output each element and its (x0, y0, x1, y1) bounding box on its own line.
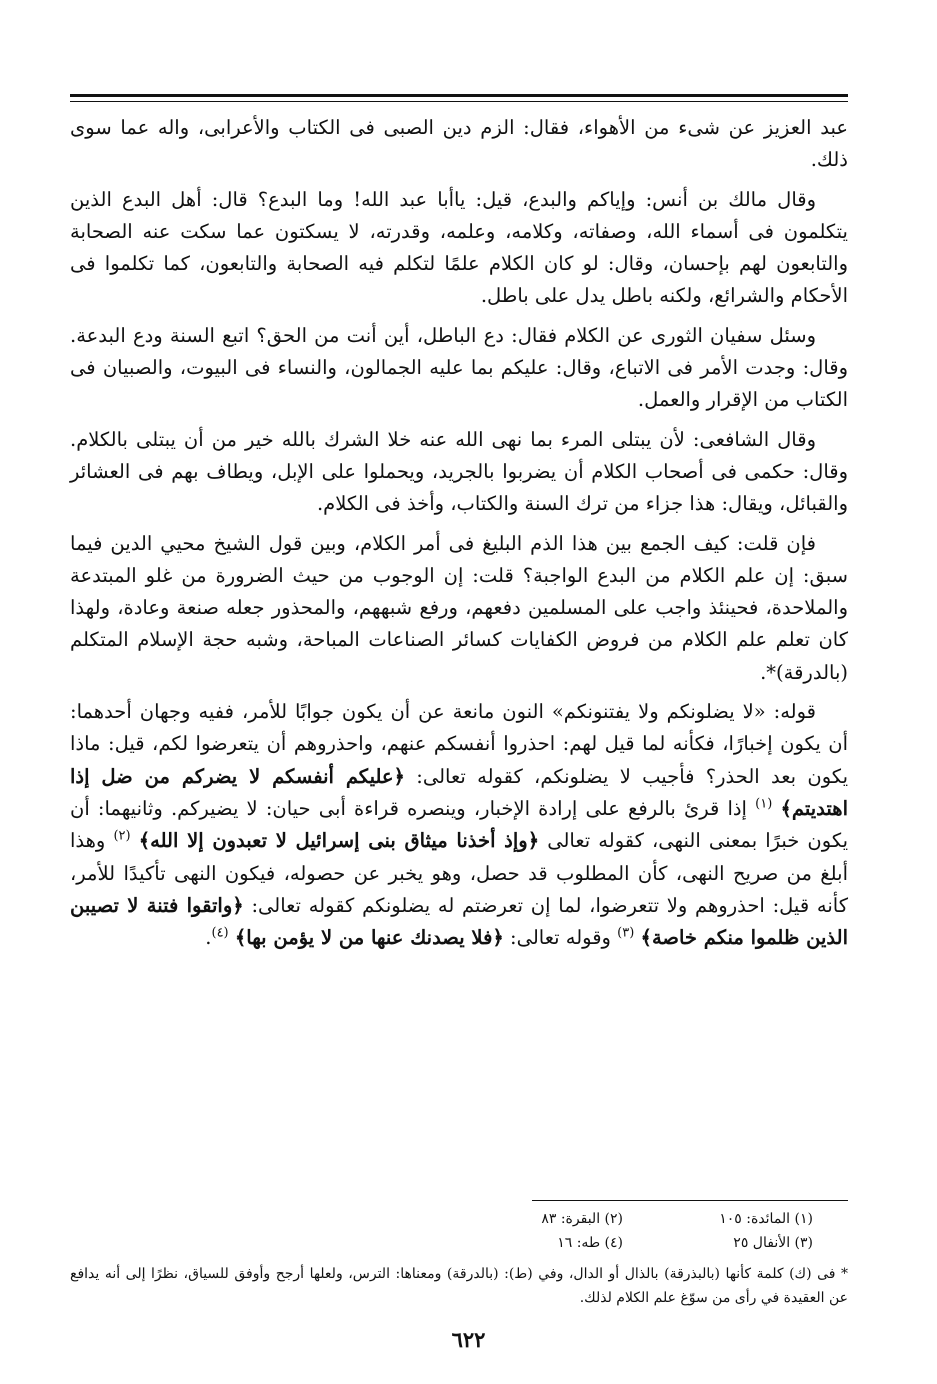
footnote-ref-2: (٢) البقرة: ٨٣ (541, 1211, 623, 1227)
footnote-rule (532, 1200, 848, 1201)
commentary-end: . (205, 926, 212, 950)
footnote-references (433, 1207, 813, 1255)
footnote-row (433, 1231, 813, 1255)
footnote-ref-3: (٣) الأنفال ٢٥ (733, 1235, 813, 1251)
quran-quote-4: ﴿فلا يصدنك عنها من لا يؤمن بها﴾ (234, 926, 504, 950)
quran-quote-2: ﴿وإذ أخذنا ميثاق بنى إسرائيل لا تعبدون إلا الله﴾ (138, 829, 540, 853)
commentary-part-b: إذا قرئ بالرفع على إرادة الإخبار، وينصره قراءة أبى حيان: لا يضيركم. وثانيهما: أن يكون خبرًا بمعنى النهى، كقوله تعالى (70, 796, 849, 853)
footnote-row (433, 1207, 813, 1231)
footnote-marker-3: (٣) (617, 925, 635, 941)
page-number: ٦٢٢ (451, 1327, 486, 1352)
paragraph-continuation: عبد العزيز عن شىء من الأهواء، فقال: الزم دين الصبى فى الكتاب والأعرابى، واله عما سوى ذلك. (70, 116, 848, 172)
commentary-part-a: قوله: «لا يضلونكم ولا يفتنونكم» النون مانعة عن أن يكون جوابًا للأمر، ففيه وجهان أحدهما: أن يكون إخبارًا، فكأنه لما قيل لهم: احذروا أنفسكم عنهم، واحذروهم أن يتعرضوا لكم، قيل: ماذا يكون بعد الحذر؟ فأجيب لا يضلونكم، كقوله تعالى: (70, 700, 848, 788)
commentary-part-c: وهذا أبلغ من صريح النهى، كأن المطلوب قد حصل، وهو يخبر عن حصوله، فيكون النهى تأكيدًا للأمر، كأنه قيل: احذروهم ولا تتعرضوا، لما إن تعرضتم له يضلونكم كقوله تعالى: (70, 829, 848, 917)
paragraph-question: فإن قلت: كيف الجمع بين هذا الذم البليغ فى أمر الكلام، وبين قول الشيخ محيي الدين فيما سبق: إن علم الكلام من البدع الواجبة؟ قلت: إن الوجوب من حيث الضرورة من غلو المبتدعة والملاحدة، فحينئذ واجب على المسلمين دفعهم، ورفع شبههم، والمحذور جعله صنعة وعادة، ولهذا كان تعلم علم الكلام من فروض الكفايات كسائر الصناعات المباحة، وشبه حجة الإسلام المتكلم (بالدرقة)*. (70, 531, 848, 684)
footnote-marker-1: (١) (755, 796, 773, 812)
paragraph-malik: وقال مالك بن أنس: وإياكم والبدع، قيل: ياأبا عبد الله! وما البدع؟ قال: أهل البدع الذين يتكلمون فى أسماء الله، وصفاته، وكلامه، وعلمه، وقدرته، لا يسكتون عما سكت عنه الصحابة والتابعون لهم بإحسان، وقال: لو كان الكلام علمًا لتكلم فيه الصحابة والتابعون، كما تكلموا فى الأحكام والشرائع، ولكنه باطل يدل على باطل. (70, 187, 848, 308)
footnote-note: * فى (ك) كلمة كأنها (بالبذرقة) بالذال أو الدال، وفي (ط): (بالدرقة) ومعناها: الترس، ولعلها أرجح وأوفق للسياق، نظرًا إلى أنه يدافع عن العقيدة في رأى من سوّغ علم الكلام لذلك. (70, 1266, 848, 1306)
quran-quote-3: ﴿واتقوا فتنة لا تصيبن الذين ظلموا منكم خاصة﴾ (70, 893, 848, 950)
footnote-ref-1: (١) المائدة: ١٠٥ (719, 1211, 813, 1227)
header-rule-thin (70, 101, 848, 102)
commentary-part-d: وقوله تعالى: (510, 926, 611, 950)
paragraph-sufyan: وسئل سفيان الثورى عن الكلام فقال: دع الباطل، أين أنت من الحق؟ اتبع السنة ودع البدعة. وقال: وجدت الأمر فى الاتباع، وقال: عليكم بما عليه الجمالون، والنساء فى البيوت، والصبيان فى الكتاب من الإقرار والعمل. (70, 323, 848, 412)
header-rule-thick (70, 94, 848, 97)
footnote-marker-2: (٢) (113, 828, 131, 844)
footnote-marker-4: (٤) (211, 925, 229, 941)
paragraph-shafii: وقال الشافعى: لأن يبتلى المرء بما نهى الله عنه خلا الشرك بالله خير من أن يبتلى بالكلام. وقال: حكمى فى أصحاب الكلام أن يضربوا بالجريد، ويحملوا على الإبل، ويطاف بهم فى العشائر والقبائل، ويقال: هذا جزاء من ترك السنة والكتاب، وأخذ فى الكلام. (70, 427, 848, 516)
quran-quote-1: ﴿عليكم أنفسكم لا يضركم من ضل إذا اهتديتم﴾ (70, 764, 848, 820)
footnote-ref-4: (٤) طه: ١٦ (557, 1235, 623, 1251)
main-text (70, 112, 848, 961)
paragraph-commentary (70, 696, 848, 954)
